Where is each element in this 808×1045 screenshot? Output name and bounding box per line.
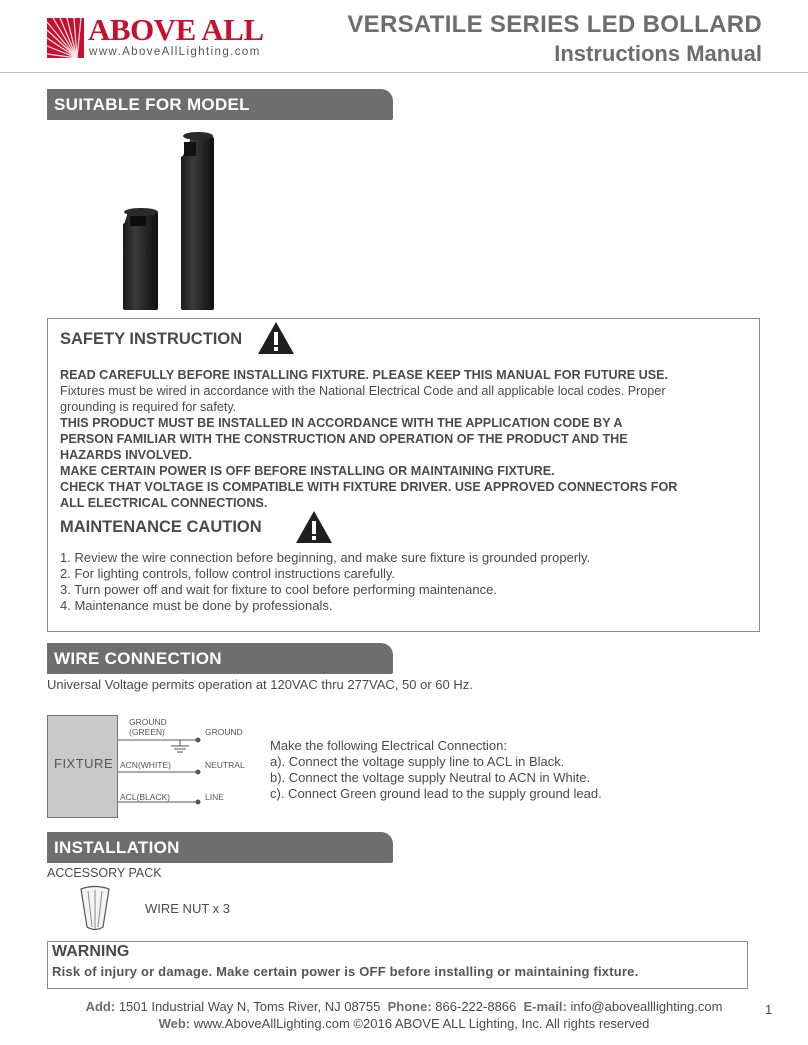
connection-instructions [270,738,602,802]
safety-line: READ CAREFULLY BEFORE INSTALLING FIXTURE. PLEASE KEEP THIS MANUAL FOR FUTURE USE. [60,368,669,382]
brand-url[interactable]: www.AboveAllLighting.com [89,46,261,58]
section-header-model: SUITABLE FOR MODEL [47,89,393,120]
warning-triangle-icon [294,509,334,545]
safety-line: PERSON FAMILIAR WITH THE CONSTRUCTION AND OPERATION OF THE PRODUCT AND THE [60,432,628,446]
maintenance-heading: MAINTENANCE CAUTION [60,518,262,536]
web-url[interactable]: www.AboveAllLighting.com ©2016 ABOVE ALL Lighting, Inc. All rights reserved [193,1016,650,1031]
ground-green-label [129,717,167,737]
supply-neutral-label: NEUTRAL [205,760,245,770]
email-label: E-mail: [523,999,567,1014]
instruction-line: b). Connect the voltage supply Neutral to ACN in White. [270,770,591,785]
supply-ground-label: GROUND [205,727,243,737]
safety-line: CHECK THAT VOLTAGE IS COMPATIBLE WITH FIXTURE DRIVER. USE APPROVED CONNECTORS FOR [60,480,678,494]
address-label: Add: [85,999,116,1014]
address: 1501 Industrial Way N, Toms River, NJ 08755 [118,999,381,1014]
bollard-product-image [118,128,228,312]
warning-text: Risk of injury or damage. Make certain power is OFF before installing or maintaining fixture. [52,964,639,979]
brand-logo-mark [47,18,84,58]
ground-label-line: GROUND [129,717,167,727]
wire-nut-icon [78,885,112,933]
warning-heading: WARNING [52,943,130,960]
safety-line: HAZARDS INVOLVED. [60,448,193,462]
instruction-line: Make the following Electrical Connection: [270,738,508,753]
list-item: 4. Maintenance must be done by professionals. [60,598,333,613]
safety-text [60,367,750,511]
header-divider [0,72,808,73]
safety-heading: SAFETY INSTRUCTION [60,330,243,348]
document-title: VERSATILE SERIES LED BOLLARD [347,11,762,38]
warning-triangle-icon [256,320,296,356]
phone-label: Phone: [387,999,432,1014]
list-item: 2. For lighting controls, follow control instructions carefully. [60,566,396,581]
acl-label: ACL(BLACK) [120,792,171,802]
safety-line: MAKE CERTAIN POWER IS OFF BEFORE INSTALLING OR MAINTAINING FIXTURE. [60,464,555,478]
phone: 866-222-8866 [435,999,517,1014]
page-number: 1 [765,1002,773,1017]
section-header-installation: INSTALLATION [47,832,393,863]
ground-label-line: (GREEN) [129,727,165,737]
footer-web [0,1016,808,1031]
list-item: 1. Review the wire connection before beginning, and make sure fixture is grounded properly. [60,550,591,565]
instruction-line: c). Connect Green ground lead to the supply ground lead. [270,786,602,801]
safety-line: ALL ELECTRICAL CONNECTIONS. [60,496,268,510]
instruction-line: a). Connect the voltage supply line to ACL in Black. [270,754,565,769]
list-item: 3. Turn power off and wait for fixture to cool before performing maintenance. [60,582,497,597]
web-label: Web: [158,1016,191,1031]
acn-label: ACN(WHITE) [120,760,171,770]
fixture-label: FIXTURE [54,756,114,771]
wire-nut-item: WIRE NUT x 3 [145,901,230,916]
accessory-pack-label: ACCESSORY PACK [47,866,162,880]
email[interactable]: info@abovealllighting.com [570,999,723,1014]
supply-line-label: LINE [205,792,224,802]
document-subtitle: Instructions Manual [554,41,762,66]
voltage-intro: Universal Voltage permits operation at 120VAC thru 277VAC, 50 or 60 Hz. [47,677,473,692]
safety-line: THIS PRODUCT MUST BE INSTALLED IN ACCORDANCE WITH THE APPLICATION CODE BY A [60,416,623,430]
safety-line: Fixtures must be wired in accordance with the National Electrical Code and all applicable local codes. Proper [60,384,666,398]
section-header-wire: WIRE CONNECTION [47,643,393,674]
maintenance-list [60,550,750,614]
footer-contact [0,999,808,1014]
safety-line: grounding is required for safety. [60,400,237,414]
brand-name: ABOVE ALL [88,12,264,47]
